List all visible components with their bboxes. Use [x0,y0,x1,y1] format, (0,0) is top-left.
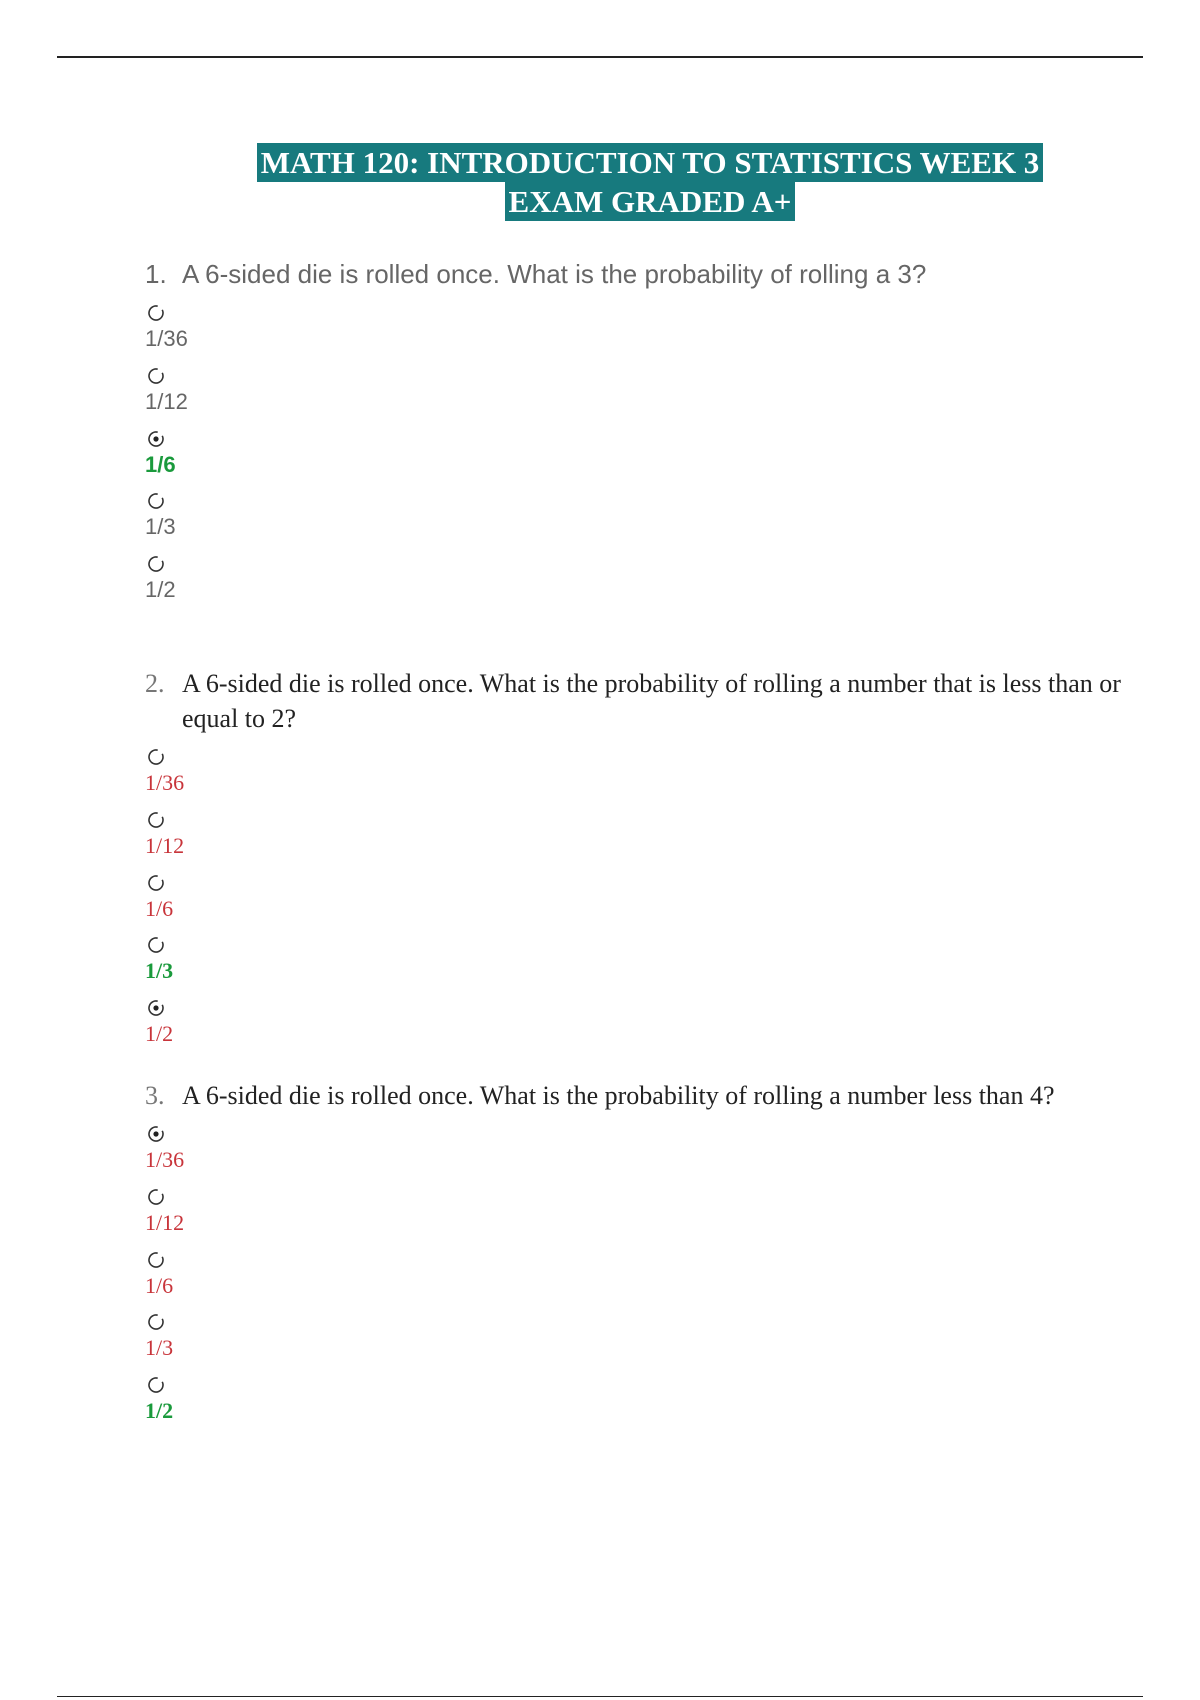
question-2-options [145,742,1125,1056]
answer-option[interactable] [145,298,1125,361]
answer-option[interactable] [145,1245,1125,1308]
radio-icon[interactable] [147,1125,165,1143]
radio-ring [147,1188,165,1206]
radio-icon[interactable] [147,492,165,510]
answer-label: 1/2 [145,577,176,603]
answer-label: 1/36 [145,1147,185,1172]
radio-icon[interactable] [147,936,165,954]
question-1-options [145,298,1125,612]
radio-ring [147,367,165,385]
question-2 [145,666,1125,1056]
radio-selected-dot [153,436,158,441]
answer-label: 1/6 [145,451,176,477]
radio-ring [147,304,165,322]
answer-option[interactable] [145,805,1125,868]
answer-label: 1/3 [145,958,174,984]
bottom-rule [57,1696,1143,1697]
question-2-text [145,666,1125,736]
radio-ring [147,492,165,510]
radio-ring [147,811,165,829]
answer-option[interactable] [145,930,1125,993]
question-3 [145,1078,1125,1433]
question-3-options [145,1119,1125,1433]
answer-option[interactable] [145,1182,1125,1245]
question-2-prompt: A 6-sided die is rolled once. What is the probability of rolling a number that is less than or equal to 2? [182,669,1121,733]
answer-option[interactable] [145,1370,1125,1433]
radio-ring [147,1313,165,1331]
radio-icon[interactable] [147,1313,165,1331]
question-2-number: 2. [145,669,165,698]
answer-option[interactable] [145,993,1125,1056]
answer-label: 1/3 [145,514,176,540]
answer-label: 1/36 [145,770,185,795]
radio-icon[interactable] [147,1251,165,1269]
radio-icon[interactable] [147,367,165,385]
radio-icon[interactable] [147,555,165,573]
question-3-number: 3. [145,1081,165,1110]
answer-label: 1/3 [145,1335,174,1361]
document-title [200,143,1100,221]
answer-option[interactable] [145,424,1125,487]
radio-icon[interactable] [147,748,165,766]
radio-ring [147,748,165,766]
answer-label: 1/12 [145,388,188,414]
radio-icon[interactable] [147,430,165,448]
radio-ring [147,555,165,573]
radio-icon[interactable] [147,1376,165,1394]
answer-option[interactable] [145,868,1125,931]
answer-label: 1/6 [145,1272,174,1298]
answer-label: 1/36 [145,326,188,351]
radio-icon[interactable] [147,999,165,1017]
answer-label: 1/12 [145,1209,185,1235]
question-3-text [145,1078,1125,1113]
radio-icon[interactable] [147,1188,165,1206]
answer-label: 1/2 [145,1021,174,1047]
radio-icon[interactable] [147,304,165,322]
question-1-number: 1. [145,259,167,289]
top-rule [57,56,1143,58]
title-line-2: EXAM GRADED A+ [505,182,796,221]
question-1-text [145,257,1125,292]
answer-label: 1/2 [145,1398,174,1424]
radio-icon[interactable] [147,874,165,892]
radio-ring [147,1251,165,1269]
answer-option[interactable] [145,1307,1125,1370]
answer-option[interactable] [145,361,1125,424]
question-1 [145,257,1125,612]
radio-ring [147,874,165,892]
radio-selected-dot [153,1006,158,1011]
answer-option[interactable] [145,549,1125,612]
answer-option[interactable] [145,486,1125,549]
question-3-prompt: A 6-sided die is rolled once. What is the probability of rolling a number less than 4? [182,1081,1055,1110]
answer-option[interactable] [145,1119,1125,1182]
radio-ring [147,936,165,954]
radio-ring [147,1376,165,1394]
radio-selected-dot [153,1131,158,1136]
question-1-prompt: A 6-sided die is rolled once. What is the probability of rolling a 3? [182,259,927,289]
answer-label: 1/6 [145,895,174,921]
radio-icon[interactable] [147,811,165,829]
answer-option[interactable] [145,742,1125,805]
title-line-1: MATH 120: INTRODUCTION TO STATISTICS WEEK 3 [257,143,1044,182]
answer-label: 1/12 [145,832,185,858]
